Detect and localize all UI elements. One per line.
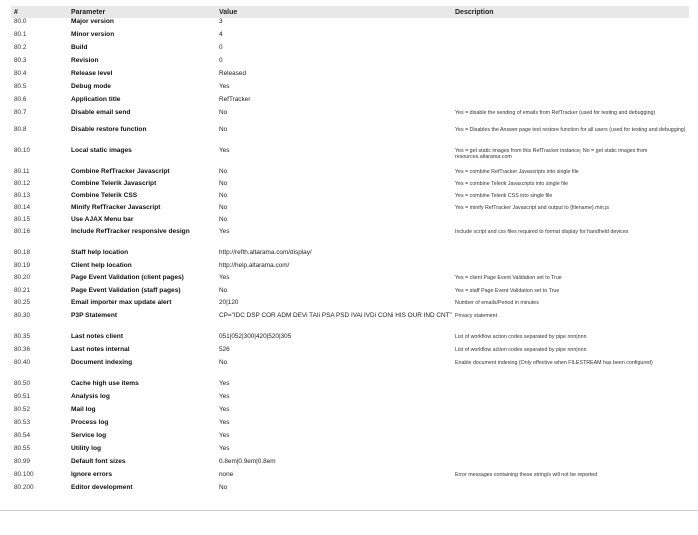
parameter-name: P3P Statement [71, 312, 118, 319]
parameter-value: No [219, 484, 228, 491]
row-number: 80.51 [14, 393, 30, 400]
parameter-value: Yes [219, 406, 230, 413]
parameter-name: Use AJAX Menu bar [71, 216, 134, 223]
row-number: 80.19 [14, 262, 30, 269]
parameter-name: Combine RefTracker Javascript [71, 168, 170, 175]
parameter-description [452, 393, 689, 406]
parameter-description [452, 406, 689, 419]
row-number: 80.36 [14, 346, 30, 353]
divider [0, 510, 698, 511]
table-row[interactable] [11, 109, 689, 126]
row-number: 80.200 [14, 484, 34, 491]
parameter-value: No [219, 204, 228, 211]
table-row[interactable] [11, 274, 689, 287]
parameter-value: RefTracker [219, 96, 251, 103]
parameter-description: Yes = get static images from this RefTracker instance; No = get static images from resources.altarama.com [455, 147, 648, 161]
parameter-name: Analysis log [71, 393, 110, 400]
parameters-table [11, 6, 689, 497]
parameter-name: Include RefTracker responsive design [71, 228, 190, 235]
table-row[interactable] [11, 216, 689, 228]
table-row[interactable] [11, 346, 689, 359]
row-number: 80.99 [14, 458, 30, 465]
parameter-description: Privacy statement [455, 312, 498, 319]
parameter-name: Utility log [71, 445, 102, 452]
row-number: 80.13 [14, 192, 30, 199]
parameter-value: No [219, 180, 228, 187]
parameter-description [452, 458, 689, 471]
parameter-description: Include script and css files required to format display for handheld devices [455, 228, 629, 235]
parameter-value: Yes [219, 228, 230, 235]
row-number: 80.0 [14, 18, 27, 25]
parameter-value: 0 [219, 57, 223, 64]
parameter-value: Yes [219, 83, 230, 90]
parameter-name: Build [71, 44, 88, 51]
parameter-value: 0.8em|0.9em|0.8em [219, 458, 276, 465]
parameter-description: Yes = client Page Event Validation set to True [455, 274, 562, 281]
parameter-description: Yes = combine RefTracker Javascripts into single file [455, 168, 579, 175]
row-number: 80.4 [14, 70, 27, 77]
parameter-value: Yes [219, 445, 230, 452]
parameter-value: http://help.altarama.com/ [219, 262, 290, 269]
table-row[interactable] [11, 458, 689, 471]
table-row[interactable] [11, 262, 689, 274]
parameter-description [452, 44, 689, 57]
row-number: 80.18 [14, 249, 30, 256]
row-number: 80.54 [14, 432, 30, 439]
table-row[interactable] [11, 126, 689, 147]
parameter-value: 526 [219, 346, 230, 353]
row-number: 80.1 [14, 31, 27, 38]
row-number: 80.6 [14, 96, 27, 103]
table-row[interactable] [11, 83, 689, 96]
parameter-description: Number of emails/Period in minutes [455, 299, 539, 306]
parameter-description: Error messages containing these string/s will not be reported [455, 471, 598, 478]
row-number: 80.52 [14, 406, 30, 413]
table-row[interactable] [11, 44, 689, 57]
row-number: 80.53 [14, 419, 30, 426]
parameter-value: No [219, 359, 228, 366]
parameter-value: No [219, 168, 228, 175]
row-number: 80.11 [14, 168, 30, 175]
parameter-description [452, 380, 689, 393]
table-row[interactable] [11, 432, 689, 445]
parameter-name: Cache high use items [71, 380, 139, 387]
parameters-table-body [11, 18, 689, 497]
parameter-name: Major version [71, 18, 114, 25]
parameter-description: Yes = Disables the Answer page text restore function for all users (used for testing and debugging) [455, 126, 686, 133]
table-row[interactable] [11, 393, 689, 406]
parameter-name: Document indexing [71, 359, 133, 366]
table-row[interactable] [11, 484, 689, 497]
parameter-name: Default font sizes [71, 458, 126, 465]
parameter-value: none [219, 471, 234, 478]
parameter-description [452, 70, 689, 83]
table-row[interactable] [11, 299, 689, 312]
parameter-value: Yes [219, 419, 230, 426]
parameter-name: Page Event Validation (staff pages) [71, 287, 181, 294]
table-row[interactable] [11, 96, 689, 109]
row-number: 80.2 [14, 44, 27, 51]
parameter-name: Page Event Validation (client pages) [71, 274, 184, 281]
row-number: 80.25 [14, 299, 30, 306]
parameter-name: Process log [71, 419, 109, 426]
parameter-value: 0 [219, 44, 223, 51]
parameter-value: Yes [219, 393, 230, 400]
parameter-name: Local static images [71, 147, 132, 154]
row-number: 80.20 [14, 274, 30, 281]
header-number[interactable]: # [11, 6, 68, 18]
table-row[interactable] [11, 147, 689, 168]
parameter-description [452, 31, 689, 44]
table-row[interactable] [11, 312, 689, 333]
parameter-value: No [219, 126, 228, 133]
parameter-name: Client help location [71, 262, 132, 269]
parameter-name: Mail log [71, 406, 96, 413]
row-number: 80.7 [14, 109, 27, 116]
table-row[interactable] [11, 57, 689, 70]
parameter-description: List of workflow action codes separated by pipe nnn|nnn [455, 346, 587, 353]
header-description[interactable]: Description [452, 6, 689, 18]
table-row[interactable] [11, 406, 689, 419]
parameter-description: Enable document indexing (Only effective when FILESTREAM has been configured) [455, 359, 653, 366]
table-row[interactable] [11, 31, 689, 44]
parameter-name: Email importer max update alert [71, 299, 172, 306]
row-number: 80.12 [14, 180, 30, 187]
parameter-name: Minor version [71, 31, 115, 38]
parameter-value: Yes [219, 380, 230, 387]
row-number: 80.40 [14, 359, 30, 366]
parameter-name: Disable restore function [71, 126, 147, 133]
parameter-value: No [219, 287, 228, 294]
parameter-name: Ignore errors [71, 471, 113, 478]
table-row[interactable] [11, 333, 689, 346]
parameter-name: Application title [71, 96, 121, 103]
parameter-value: No [219, 109, 228, 116]
parameter-value: Released [219, 70, 247, 77]
table-row[interactable] [11, 192, 689, 204]
table-row[interactable] [11, 18, 689, 31]
parameter-description: Yes = combine Telerik CSS into single file [455, 192, 553, 199]
parameter-description: Yes = minify RefTracker Javascript and output to {filename}.min.js [455, 204, 610, 211]
row-number: 80.8 [14, 126, 27, 133]
parameter-value: Yes [219, 274, 230, 281]
table-row[interactable] [11, 180, 689, 192]
parameter-description: Yes = staff Page Event Validation set to True [455, 287, 560, 294]
parameter-name: Staff help location [71, 249, 129, 256]
parameter-value: 051|052|300|420|520|305 [219, 333, 292, 340]
parameter-name: Combine Telerik Javascript [71, 180, 157, 187]
parameter-description [452, 83, 689, 96]
table-row[interactable] [11, 380, 689, 393]
row-number: 80.35 [14, 333, 30, 340]
header-parameter[interactable]: Parameter [68, 6, 216, 18]
table-row[interactable] [11, 471, 689, 484]
parameter-name: Editor development [71, 484, 133, 491]
parameter-description: List of workflow action codes separated by pipe nnn|nnn [455, 333, 587, 340]
parameter-description [452, 445, 689, 458]
table-row[interactable] [11, 249, 689, 262]
parameter-description [452, 249, 689, 262]
header-value[interactable]: Value [216, 6, 452, 18]
parameter-description: Yes = combine Telerik Javascripts into single file [455, 180, 568, 187]
row-number: 80.30 [14, 312, 30, 319]
parameter-name: Last notes internal [71, 346, 130, 353]
row-number: 80.10 [14, 147, 30, 154]
row-number: 80.100 [14, 471, 34, 478]
row-number: 80.50 [14, 380, 30, 387]
table-row[interactable] [11, 287, 689, 299]
parameter-value: 4 [219, 31, 223, 38]
parameter-value: No [219, 216, 228, 223]
parameter-value: Yes [219, 147, 230, 154]
parameter-value: No [219, 192, 228, 199]
parameter-name: Revision [71, 57, 99, 64]
parameter-name: Service log [71, 432, 107, 439]
parameter-value: CP="IDC DSP COR ADM DEVi TAIi PSA PSD IVAi IVDi CONi HIS OUR IND CNT" [219, 312, 452, 319]
table-row[interactable] [11, 445, 689, 458]
parameter-value: 20|120 [219, 299, 239, 306]
parameter-value: http://refth.altarama.com/display/ [219, 249, 312, 256]
parameter-description [452, 96, 689, 109]
table-row[interactable] [11, 168, 689, 180]
parameter-description [452, 432, 689, 445]
parameter-description [452, 419, 689, 432]
row-number: 80.15 [14, 216, 30, 223]
row-number: 80.3 [14, 57, 27, 64]
row-number: 80.55 [14, 445, 30, 452]
parameter-name: Release level [71, 70, 113, 77]
table-row[interactable] [11, 359, 689, 380]
parameter-name: Disable email send [71, 109, 131, 116]
parameter-name: Last notes client [71, 333, 124, 340]
parameter-description [452, 484, 689, 497]
parameter-description [452, 57, 689, 70]
table-row[interactable] [11, 204, 689, 216]
parameter-description: Yes = disable the sending of emails from RefTracker (used for testing and debugging) [455, 109, 656, 116]
table-row[interactable] [11, 70, 689, 83]
table-row[interactable] [11, 419, 689, 432]
parameter-value: Yes [219, 432, 230, 439]
parameter-description [452, 262, 689, 274]
row-number: 80.5 [14, 83, 27, 90]
parameter-value: 3 [219, 18, 223, 25]
row-number: 80.21 [14, 287, 30, 294]
parameter-description [452, 18, 689, 31]
table-header-row [11, 6, 689, 18]
row-number: 80.14 [14, 204, 30, 211]
parameter-description [452, 216, 689, 228]
table-row[interactable] [11, 228, 689, 249]
parameter-name: Debug mode [71, 83, 111, 90]
row-number: 80.16 [14, 228, 30, 235]
parameter-name: Combine Telerik CSS [71, 192, 138, 199]
parameter-name: Minify RefTracker Javascript [71, 204, 161, 211]
